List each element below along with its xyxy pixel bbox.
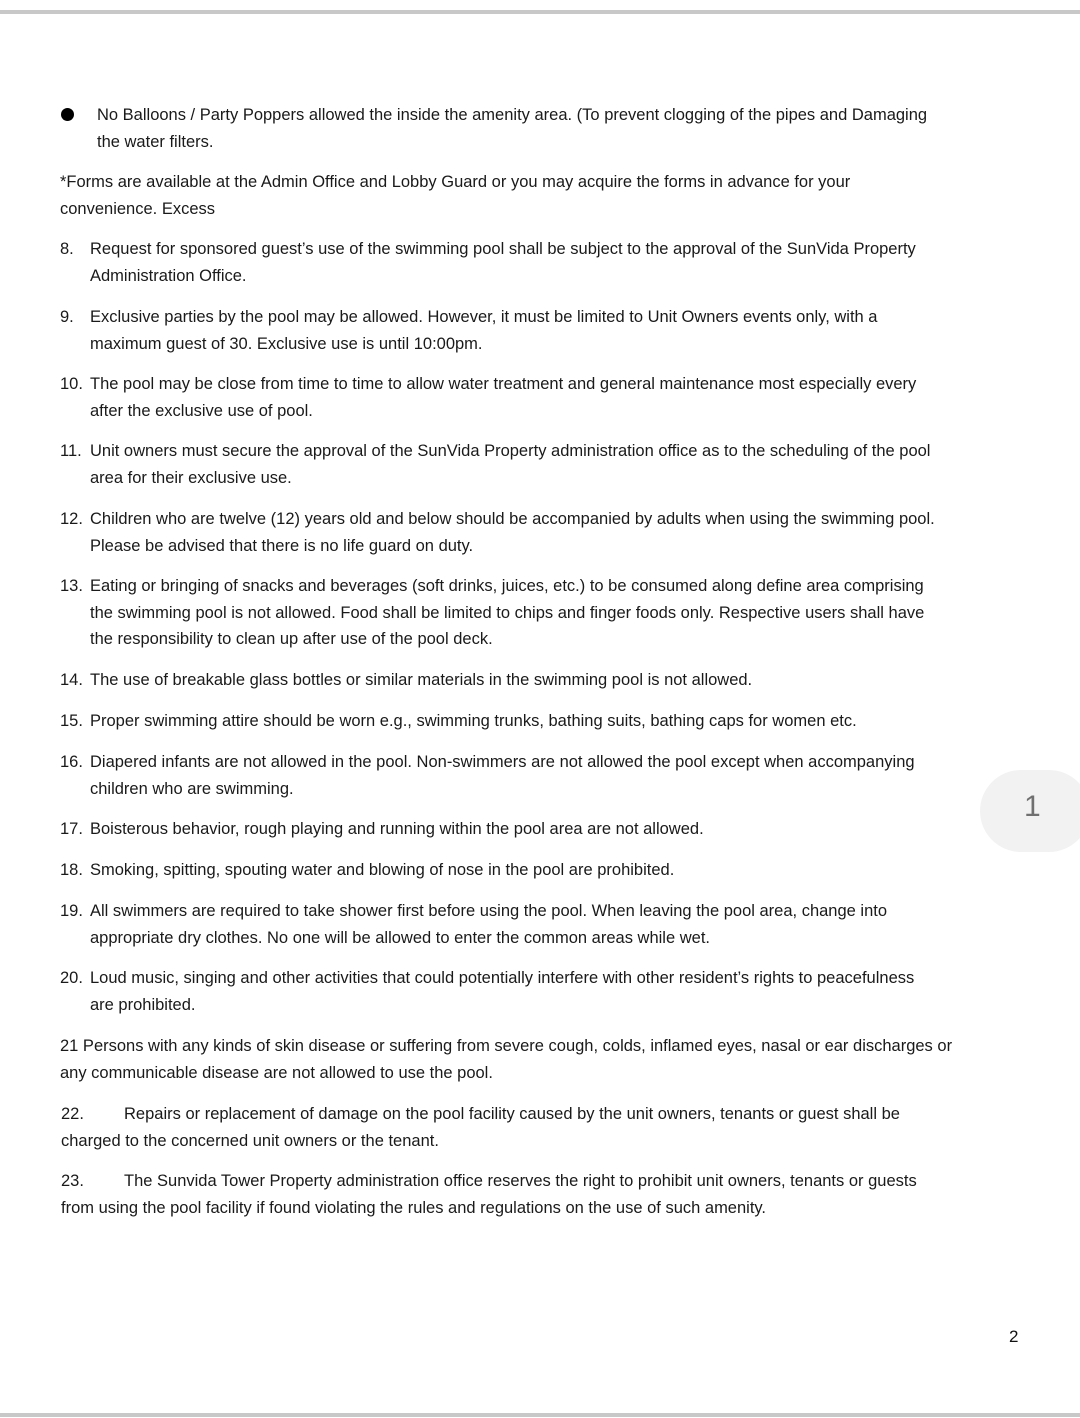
rule-item: 10. The pool may be close from time to time to allow water treatment and general maintenance most especially every after the exclusive use of pool. [60,371,916,424]
rule-number: 8. [60,240,74,258]
rule-item: 11. Unit owners must secure the approval of the SunVida Property administration office as to the scheduling of the pool area for their exclusive use. [60,438,930,491]
rule-number: 16. [60,753,83,771]
rule-number: 14. [60,671,83,689]
bottom-divider [0,1413,1080,1417]
rule-item: 20. Loud music, singing and other activities that could potentially interfere with other resident’s rights to peacefulness are prohibited. [60,965,914,1018]
rule-item: 13. Eating or bringing of snacks and beverages (soft drinks, juices, etc.) to be consumed along define area comprising the swimming pool is not allowed. Food shall be limited to chips and finger foods only. Respective users shall have the responsibility to clean up after use of the pool deck. [60,573,924,653]
rule-item: 17. Boisterous behavior, rough playing and running within the pool area are not allowed. [60,816,704,843]
top-divider [0,10,1080,14]
page-indicator-value: 1 [1024,790,1041,823]
rule-number: 23. [61,1172,84,1190]
rule-number: 20. [60,969,83,987]
rule-number: 15. [60,712,83,730]
rule-21: 21 Persons with any kinds of skin disease or suffering from severe cough, colds, inflamed eyes, nasal or ear discharges or any communicable disease are not allowed to use the pool. [60,1037,953,1082]
forms-note: *Forms are available at the Admin Office and Lobby Guard or you may acquire the forms in advance for your convenience. Excess [60,173,851,218]
rule-item: 15. Proper swimming attire should be worn e.g., swimming trunks, bathing suits, bathing caps for women etc. [60,708,857,735]
rule-item: 14. The use of breakable glass bottles or similar materials in the swimming pool is not allowed. [60,667,752,694]
rule-number: 10. [60,375,83,393]
rule-23: 23. The Sunvida Tower Property administration office reserves the right to prohibit unit owners, tenants or guests from using the pool facility if found violating the rules and regulations on the use of such amenity. [61,1168,1041,1221]
rule-number: 22. [61,1105,84,1123]
rule-number: 11. [60,442,82,460]
rule-number: 13. [60,577,83,595]
page-indicator[interactable] [980,770,1080,852]
rule-item: 8. Request for sponsored guest’s use of the swimming pool shall be subject to the approval of the SunVida Property Administration Office. [60,236,916,289]
rule-number: 17. [60,820,83,838]
rule-item: 16. Diapered infants are not allowed in the pool. Non-swimmers are not allowed the pool except when accompanying children who are swimming. [60,749,915,802]
rule-22: 22. Repairs or replacement of damage on the pool facility caused by the unit owners, tenants or guest shall be charged to the concerned unit owners or the tenant. [61,1101,1041,1154]
rule-number: 12. [60,510,83,528]
rule-item: 18. Smoking, spitting, spouting water and blowing of nose in the pool are prohibited. [60,857,674,884]
rule-item: 9. Exclusive parties by the pool may be allowed. However, it must be limited to Unit Owners events only, with a maximum guest of 30. Exclusive use is until 10:00pm. [60,304,877,357]
bullet-item: No Balloons / Party Poppers allowed the inside the amenity area. (To prevent clogging of the pipes and Damaging the water filters. [97,106,928,151]
rule-number: 19. [60,902,83,920]
rule-number: 9. [60,308,74,326]
rule-item: 19. All swimmers are required to take shower first before using the pool. When leaving the pool area, change into appropriate dry clothes. No one will be allowed to enter the common areas while wet. [60,898,887,951]
page-number: 2 [1009,1327,1019,1346]
rule-item: 12. Children who are twelve (12) years old and below should be accompanied by adults when using the swimming pool. Please be advised that there is no life guard on duty. [60,506,935,559]
rule-number: 18. [60,861,83,879]
bullet-icon [61,108,74,121]
